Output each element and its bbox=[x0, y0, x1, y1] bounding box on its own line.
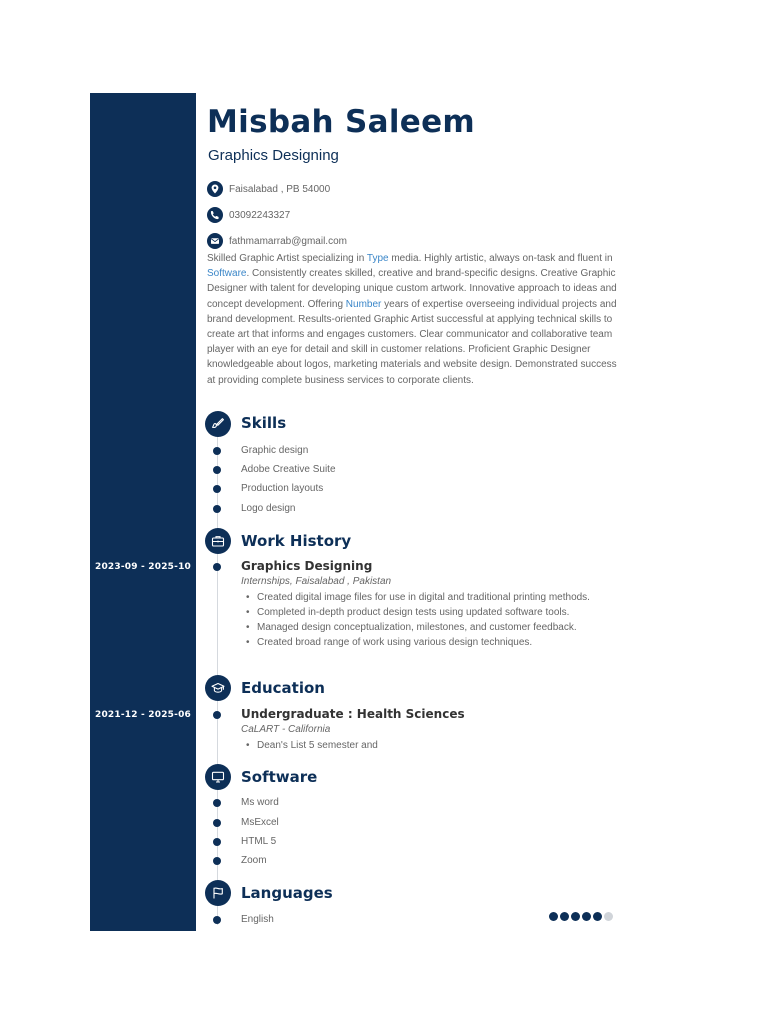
skill-item: Graphic design bbox=[241, 445, 309, 456]
work-job-title: Graphics Designing bbox=[241, 559, 373, 573]
work-date: 2023-09 - 2025-10 bbox=[94, 562, 192, 572]
skill-bullet bbox=[213, 485, 221, 493]
phone-icon bbox=[207, 207, 223, 223]
level-dot-filled bbox=[560, 912, 569, 921]
envelope-icon bbox=[207, 233, 223, 249]
education-school: CaLART - California bbox=[241, 724, 331, 735]
software-item: Ms word bbox=[241, 797, 279, 808]
sidebar bbox=[90, 93, 196, 931]
software-bullet bbox=[213, 857, 221, 865]
job-title: Graphics Designing bbox=[208, 147, 339, 164]
flag-icon bbox=[205, 880, 231, 906]
software-item: HTML 5 bbox=[241, 836, 277, 847]
education-degree: Undergraduate : Health Sciences bbox=[241, 707, 465, 721]
software-bullet bbox=[213, 799, 221, 807]
skill-item: Logo design bbox=[241, 503, 296, 514]
phone-text: 03092243327 bbox=[229, 209, 291, 221]
education-heading: Education bbox=[241, 679, 325, 697]
contact-phone bbox=[207, 207, 290, 223]
summary-placeholder-software: Software bbox=[207, 268, 247, 280]
skill-bullet bbox=[213, 466, 221, 474]
skills-icon bbox=[205, 411, 231, 437]
summary-placeholder-number: Number bbox=[345, 298, 382, 310]
software-bullet bbox=[213, 819, 221, 827]
contact-location bbox=[207, 181, 330, 197]
language-level-rating bbox=[549, 912, 613, 921]
list-item: • Dean's List 5 semester and bbox=[257, 738, 637, 753]
list-item: • Created broad range of work using various design techniques. bbox=[257, 635, 637, 650]
language-bullet bbox=[213, 916, 221, 924]
work-bullet bbox=[213, 563, 221, 571]
work-company: Internships, Faisalabad , Pakistan bbox=[241, 576, 392, 587]
level-dot-empty bbox=[604, 912, 613, 921]
level-dot-filled bbox=[593, 912, 602, 921]
summary-placeholder-type: Type bbox=[366, 253, 389, 264]
contact-email bbox=[207, 233, 347, 249]
monitor-icon bbox=[205, 764, 231, 790]
skill-bullet bbox=[213, 505, 221, 513]
email-link[interactable]: fathmamarrab@gmail.com bbox=[229, 235, 347, 247]
skill-bullet bbox=[213, 447, 221, 455]
level-dot-filled bbox=[549, 912, 558, 921]
education-notes-list bbox=[245, 738, 637, 753]
location-pin-icon bbox=[207, 181, 223, 197]
person-name: Misbah Saleem bbox=[207, 104, 476, 140]
language-name: English bbox=[241, 914, 274, 925]
education-date: 2021-12 - 2025-06 bbox=[94, 710, 192, 720]
skill-item: Adobe Creative Suite bbox=[241, 464, 336, 475]
work-duties-list bbox=[245, 590, 637, 650]
skill-item: Production layouts bbox=[241, 483, 324, 494]
level-dot-filled bbox=[571, 912, 580, 921]
education-bullet bbox=[213, 711, 221, 719]
briefcase-icon bbox=[205, 528, 231, 554]
graduation-cap-icon bbox=[205, 675, 231, 701]
software-bullet bbox=[213, 838, 221, 846]
list-item: • Completed in-depth product design tests using updated software tools. bbox=[257, 605, 637, 620]
professional-summary: Skilled Graphic Artist specializing in Type media. Highly artistic, always on-task and fluent in Software. Consistently creates skilled, creative and brand-specific designs. Creative Graphic Designer with talent for developing unique custom artwork. Innovative approach to ideas and concept development. Offering Number years of expertise overseeing individual projects and brand development. Results-oriented Graphic Artist successful at applying technical skills to create art that informs and engages customers. Clear communicator and collaborative team player with an eye for detail and skill in customer relations. Proficient Graphic Designer knowledgeable about logos, marketing materials and website design. Demonstrated success at providing complete business services to corporate clients. bbox=[207, 253, 617, 386]
location-text: Faisalabad , PB 54000 bbox=[229, 183, 331, 195]
list-item: • Created digital image files for use in digital and traditional printing methods. bbox=[257, 590, 637, 605]
languages-heading: Languages bbox=[241, 884, 333, 902]
software-heading: Software bbox=[241, 768, 318, 786]
list-item: • Managed design conceptualization, milestones, and customer feedback. bbox=[257, 620, 637, 635]
software-item: Zoom bbox=[241, 855, 267, 866]
skills-heading: Skills bbox=[241, 414, 287, 432]
work-history-heading: Work History bbox=[241, 532, 352, 550]
software-item: MsExcel bbox=[241, 817, 279, 828]
level-dot-filled bbox=[582, 912, 591, 921]
